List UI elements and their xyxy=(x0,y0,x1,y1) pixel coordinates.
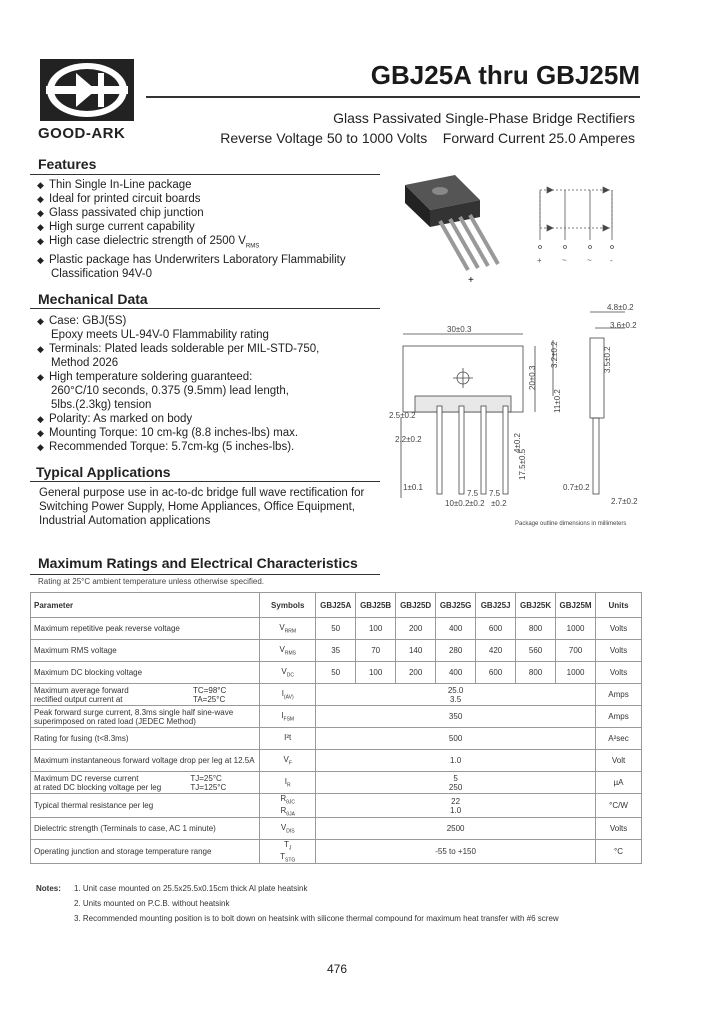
merged-value-cell xyxy=(316,794,596,818)
unit-cell: °C xyxy=(596,840,642,864)
value-text: 1.0 xyxy=(450,756,462,765)
value-cell: 600 xyxy=(476,662,516,684)
parameter-cell xyxy=(31,728,260,750)
dim-label: 3.6±0.2 xyxy=(610,321,637,330)
table-row xyxy=(31,840,642,864)
dim-label: 4.8±0.2 xyxy=(607,303,634,312)
dim-label: 2.2±0.2 xyxy=(395,435,422,444)
merged-value-cell xyxy=(316,750,596,772)
column-header: GBJ25J xyxy=(476,593,516,618)
applications-heading: Typical Applications xyxy=(36,464,171,480)
applications-line: General purpose use in ac-to-dc bridge full wave rectification for xyxy=(39,487,365,499)
mechanical-item-continued: 260°C/10 seconds, 0.375 (9.5mm) lead length, xyxy=(51,385,289,397)
feature-item: ◆ Ideal for printed circuit boards xyxy=(37,192,387,206)
pin-label-ac2: ~ xyxy=(587,256,592,265)
merged-value-cell xyxy=(316,684,596,706)
symbol-cell xyxy=(260,728,316,750)
mechanical-item: ◆ Mounting Torque: 10 cm-kg (8.8 inches-lbs) max. xyxy=(37,426,387,440)
features-list xyxy=(37,178,387,281)
unit-cell: °C/W xyxy=(596,794,642,818)
symbol-text: T xyxy=(280,851,286,861)
value-text: -55 to +150 xyxy=(435,847,476,857)
company-logo xyxy=(40,59,134,121)
notes-label: Notes: xyxy=(36,884,61,893)
value-cell: 200 xyxy=(396,618,436,640)
page-title: GBJ25A thru GBJ25M xyxy=(370,60,640,90)
value-cell: 200 xyxy=(396,662,436,684)
symbol-cell xyxy=(260,662,316,684)
symbol-cell xyxy=(260,750,316,772)
mechanical-heading: Mechanical Data xyxy=(38,291,148,307)
feature-item-continued: Classification 94V-0 xyxy=(51,268,152,281)
condition-text: TJ=125°C xyxy=(190,782,227,792)
note-item: 1. Unit case mounted on 25.5x25.5x0.15cm thick Al plate heatsink xyxy=(74,884,308,893)
parameter-cell xyxy=(31,684,260,706)
title-rule xyxy=(146,96,640,98)
value-text: 500 xyxy=(448,734,463,743)
symbol-subscript: DC xyxy=(286,672,294,679)
symbol-cell xyxy=(260,772,316,794)
dim-label: 3.2±0.2 xyxy=(550,341,559,368)
condition-text: TA=25°C xyxy=(193,694,226,704)
dim-label: 10±0.2 xyxy=(445,499,470,508)
dim-label: 17.5±0.5 xyxy=(518,448,527,480)
symbol-cell xyxy=(260,684,316,706)
symbol-text: V xyxy=(279,644,285,654)
value-cell: 420 xyxy=(476,640,516,662)
parameter-text: Operating junction and storage temperature range xyxy=(34,847,212,857)
value-cell: 100 xyxy=(356,618,396,640)
dim-label: 7.5 xyxy=(489,489,501,498)
symbol-cell xyxy=(260,640,316,662)
symbol-cell xyxy=(260,840,316,864)
parameter-cell xyxy=(31,640,260,662)
unit-cell: Volt xyxy=(596,750,642,772)
applications-text xyxy=(39,486,399,528)
value-text: 22 xyxy=(451,796,461,806)
table-row xyxy=(31,618,642,640)
applications-line: Industrial Automation applications xyxy=(39,515,211,527)
symbol-subscript: R xyxy=(287,782,291,789)
unit-cell: Amps xyxy=(596,706,642,728)
mechanical-item: ◆ Polarity: As marked on body xyxy=(37,412,387,426)
table-row xyxy=(31,662,642,684)
applications-rule xyxy=(30,481,380,482)
parameter-text: Maximum DC reverse current xyxy=(34,773,139,783)
diode-logo-icon xyxy=(40,59,134,121)
subtitle-1: Glass Passivated Single-Phase Bridge Rectifiers xyxy=(333,110,635,126)
parameter-text: rectified output current at xyxy=(34,694,123,704)
symbol-subscript: FSM xyxy=(283,716,295,723)
symbol-text: R xyxy=(280,794,287,803)
features-heading: Features xyxy=(38,156,97,172)
unit-cell: A²sec xyxy=(596,728,642,750)
dim-label: 4±0.2 xyxy=(513,433,522,453)
table-row xyxy=(31,640,642,662)
symbol-subscript: STG xyxy=(285,857,296,864)
feature-item: ◆ High case dielectric strength of 2500 $V_{RMS}$ xyxy=(37,234,387,253)
parameter-text: Peak forward surge current, 8.3ms single half sine-wave xyxy=(34,707,234,717)
unit-cell: µA xyxy=(596,772,642,794)
column-header: Symbols xyxy=(260,593,316,618)
dim-label: 2.7±0.2 xyxy=(611,497,638,506)
value-cell: 1000 xyxy=(556,618,596,640)
value-cell: 50 xyxy=(316,662,356,684)
table-header-row xyxy=(31,593,642,618)
page-number: 476 xyxy=(327,962,348,976)
unit-cell: Volts xyxy=(596,640,642,662)
merged-value-cell xyxy=(316,772,596,794)
column-header: Units xyxy=(596,593,642,618)
value-cell: 1000 xyxy=(556,662,596,684)
parameter-cell xyxy=(31,772,260,794)
pin-label-minus: - xyxy=(610,256,613,265)
symbol-cell xyxy=(260,618,316,640)
parameter-text: Maximum instantaneous forward voltage drop per leg at 12.5A xyxy=(34,756,255,765)
unit-cell: Amps xyxy=(596,684,642,706)
mechanical-item-continued: Method 2026 xyxy=(51,357,119,369)
unit-cell: Volts xyxy=(596,618,642,640)
ratings-note: Rating at 25°C ambient temperature unless otherwise specified. xyxy=(38,577,264,586)
condition-text: TC=98°C xyxy=(193,685,227,695)
parameter-cell xyxy=(31,840,260,864)
dimension-drawing xyxy=(385,298,650,530)
symbol-subscript: θJC xyxy=(286,799,296,806)
pin-label-plus: + xyxy=(537,256,542,265)
merged-value-cell xyxy=(316,706,596,728)
note-item: 2. Units mounted on P.C.B. without heatsink xyxy=(74,899,230,908)
symbol-text: I xyxy=(281,688,285,698)
symbol-text: T xyxy=(284,840,289,850)
dimension-caption: Package outline dimensions in millimeters xyxy=(515,521,627,527)
symbol-text: V xyxy=(283,754,289,764)
dim-label: 0.7±0.2 xyxy=(563,483,590,492)
dim-label: 11±0.2 xyxy=(553,389,562,413)
value-text: 2500 xyxy=(446,824,465,834)
column-header: GBJ25G xyxy=(436,593,476,618)
mechanical-rule xyxy=(30,308,380,309)
dim-label: 30±0.3 xyxy=(447,325,472,334)
symbol-subscript: J xyxy=(288,845,292,852)
symbol-text: V xyxy=(280,822,287,832)
merged-value-cell xyxy=(316,728,596,750)
value-cell: 600 xyxy=(476,618,516,640)
dim-label: 1±0.1 xyxy=(403,483,423,492)
mechanical-item: ◆ Case: GBJ(5S) xyxy=(37,314,387,328)
feature-item: ◆ Plastic package has Underwriters Laboratory Flammability xyxy=(37,253,387,267)
rms-subscript: RMS xyxy=(245,243,260,250)
merged-value-cell xyxy=(316,840,596,864)
parameter-cell xyxy=(31,618,260,640)
features-rule xyxy=(30,174,380,175)
symbol-subscript: F xyxy=(288,760,292,767)
merged-value-cell xyxy=(316,818,596,840)
value-cell: 35 xyxy=(316,640,356,662)
table-row xyxy=(31,684,642,706)
parameter-cell xyxy=(31,794,260,818)
table-row xyxy=(31,818,642,840)
note-item: 3. Recommended mounting position is to bolt down on heatsink with silicone thermal compound for maximum heat transfer with #6 screw xyxy=(74,914,559,923)
symbol-subscript: (AV) xyxy=(284,694,294,701)
value-cell: 140 xyxy=(396,640,436,662)
mechanical-item: ◆ Terminals: Plated leads solderable per MIL-STD-750, xyxy=(37,342,387,356)
value-cell: 280 xyxy=(436,640,476,662)
applications-line: Switching Power Supply, Home Appliances, Office Equipment, xyxy=(39,501,355,513)
symbol-subscript: RMS xyxy=(284,650,296,657)
column-header: GBJ25D xyxy=(396,593,436,618)
symbol-text: V xyxy=(281,666,287,676)
parameter-text: Maximum average forward xyxy=(34,685,129,695)
value-cell: 800 xyxy=(516,618,556,640)
parameter-text: Maximum DC blocking voltage xyxy=(34,668,143,677)
parameter-text: superimposed on rated load (JEDEC Method) xyxy=(34,716,196,726)
column-header: GBJ25A xyxy=(316,593,356,618)
dim-label: ±0.2 xyxy=(469,499,485,508)
value-cell: 100 xyxy=(356,662,396,684)
package-plus-label: + xyxy=(468,275,474,285)
table-row xyxy=(31,794,642,818)
column-header: GBJ25B xyxy=(356,593,396,618)
unit-cell: Volts xyxy=(596,818,642,840)
symbol-cell xyxy=(260,794,316,818)
symbol-text: I xyxy=(281,710,284,720)
value-text: 3.5 xyxy=(450,694,462,704)
symbol-subscript: θJA xyxy=(286,811,295,818)
parameter-text: Maximum RMS voltage xyxy=(34,646,117,655)
value-text: 1.0 xyxy=(450,805,462,815)
pin-label-ac1: ~ xyxy=(562,256,567,265)
symbol-text: I xyxy=(284,776,288,786)
value-cell: 560 xyxy=(516,640,556,662)
ratings-table xyxy=(30,592,642,864)
column-header: GBJ25K xyxy=(516,593,556,618)
feature-item: ◆ Glass passivated chip junction xyxy=(37,206,387,220)
parameter-text: Dielectric strength (Terminals to case, AC 1 minute) xyxy=(34,824,216,834)
parameter-cell xyxy=(31,818,260,840)
value-text: 250 xyxy=(448,782,463,792)
table-row xyxy=(31,706,642,728)
logo-text: GOOD-ARK xyxy=(38,125,126,142)
value-text: 350 xyxy=(448,712,463,721)
value-cell: 700 xyxy=(556,640,596,662)
symbol-cell xyxy=(260,818,316,840)
parameter-cell xyxy=(31,706,260,728)
table-row xyxy=(31,750,642,772)
symbol-cell xyxy=(260,706,316,728)
package-schematic xyxy=(395,165,640,285)
condition-text: TJ=25°C xyxy=(190,773,222,783)
value-cell: 70 xyxy=(356,640,396,662)
ratings-heading: Maximum Ratings and Electrical Characteristics xyxy=(38,555,358,571)
feature-item: ◆ High surge current capability xyxy=(37,220,387,234)
value-cell: 800 xyxy=(516,662,556,684)
value-text: 25.0 xyxy=(447,685,464,695)
symbol-subscript: DIS xyxy=(286,828,295,835)
table-row xyxy=(31,772,642,794)
column-header: GBJ25M xyxy=(556,593,596,618)
mechanical-item: ◆ Recommended Torque: 5.7cm-kg (5 inches-lbs). xyxy=(37,440,387,454)
circuit-pin-labels xyxy=(537,256,613,265)
parameter-cell xyxy=(31,750,260,772)
mechanical-item: ◆ High temperature soldering guaranteed: xyxy=(37,370,387,384)
symbol-text: I²t xyxy=(284,732,292,742)
mechanical-item-continued: Epoxy meets UL-94V-0 Flammability rating xyxy=(51,329,269,341)
mechanical-list xyxy=(37,314,387,454)
bridge-circuit xyxy=(539,187,614,249)
dim-label: 7.5 xyxy=(467,489,479,498)
column-header: Parameter xyxy=(31,593,260,618)
parameter-cell xyxy=(31,662,260,684)
value-text: 5 xyxy=(453,773,458,783)
symbol-text: V xyxy=(279,622,285,632)
parameter-text: Maximum repetitive peak reverse voltage xyxy=(34,624,180,633)
subtitle-2: Reverse Voltage 50 to 1000 Volts Forward Current 25.0 Amperes xyxy=(220,130,635,146)
table-row xyxy=(31,728,642,750)
dim-label: 3.5±0.2 xyxy=(603,346,612,373)
value-cell: 400 xyxy=(436,618,476,640)
package-image xyxy=(405,175,498,285)
symbol-subscript: RRM xyxy=(284,628,297,635)
dim-label: ±0.2 xyxy=(491,499,507,508)
parameter-text: Typical thermal resistance per leg xyxy=(34,801,154,811)
dim-label: 20±0.3 xyxy=(528,365,537,390)
ratings-rule xyxy=(30,574,380,575)
parameter-text: at rated DC blocking voltage per leg xyxy=(34,782,162,792)
unit-cell: Volts xyxy=(596,662,642,684)
mechanical-item-continued: 5lbs.(2.3kg) tension xyxy=(51,399,152,411)
value-cell: 50 xyxy=(316,618,356,640)
dim-label: 2.5±0.2 xyxy=(389,411,416,420)
feature-item: ◆ Thin Single In-Line package xyxy=(37,178,387,192)
parameter-text: Rating for fusing (t<8.3ms) xyxy=(34,734,129,743)
value-cell: 400 xyxy=(436,662,476,684)
symbol-text: R xyxy=(280,805,287,815)
